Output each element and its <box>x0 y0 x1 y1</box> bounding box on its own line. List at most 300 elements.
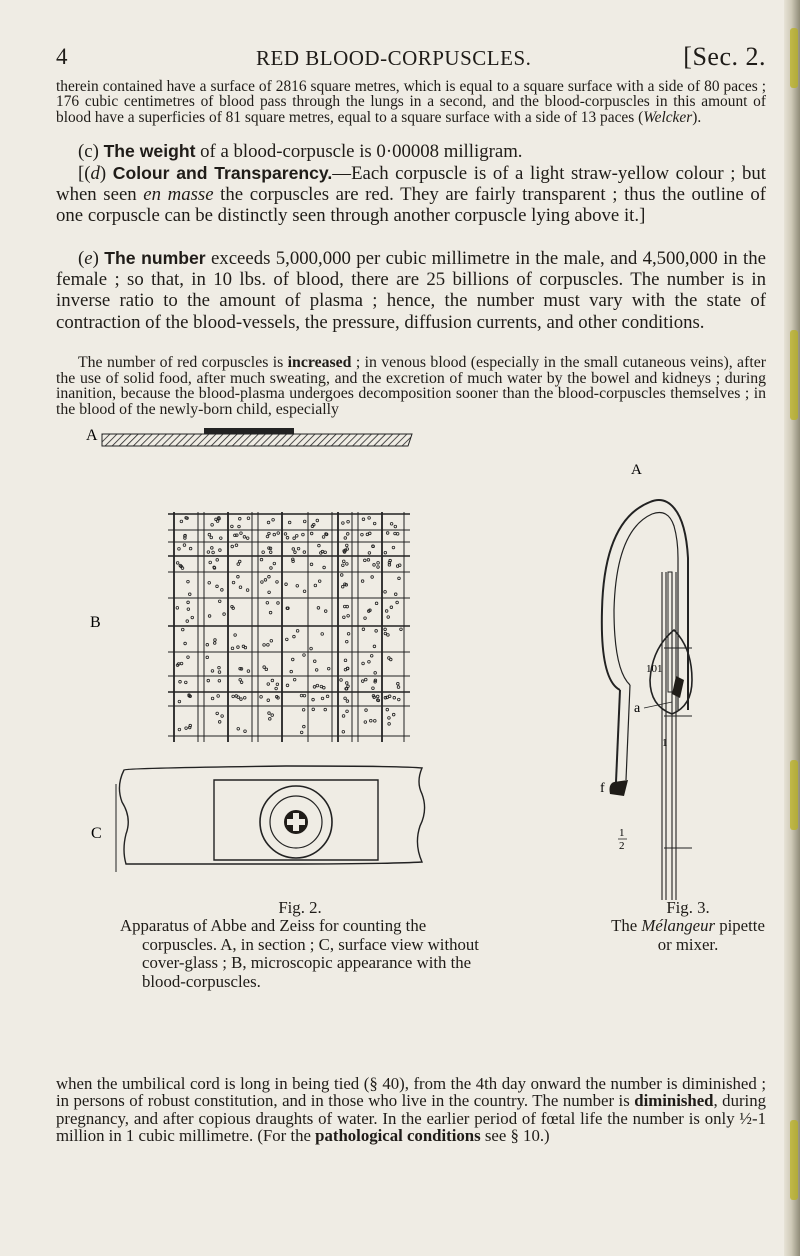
blood-corpuscle <box>219 549 222 552</box>
blood-corpuscle <box>208 582 211 585</box>
blood-corpuscle <box>361 533 364 536</box>
figure-3-half-den: 2 <box>619 840 625 852</box>
blood-corpuscle <box>231 525 234 528</box>
blood-corpuscle <box>372 545 375 548</box>
blood-corpuscle <box>346 700 349 703</box>
blood-corpuscle <box>181 567 184 570</box>
blood-corpuscle <box>347 614 350 617</box>
paragraph-conclusion <box>56 1075 766 1145</box>
pipette-bulb-bead <box>672 676 684 698</box>
blood-corpuscle <box>396 601 399 604</box>
blood-corpuscle <box>240 698 243 701</box>
figure-2-caption-text: Apparatus of Abbe and Zeiss for counting the corpuscles. A, in section ; C, surface view without cover-glass ; B, microscopic appearance with the blood-corpuscles. <box>120 916 479 991</box>
paragraph-text: the corpuscles are red. They are fairly transparent ; thus the outline of one corpuscle can be distinctly seen through another corpuscle lying above it.] <box>56 184 766 227</box>
blood-corpuscle <box>268 591 271 594</box>
paragraph-text: , during pregnancy, and after copious draughts of water. In the earlier period of fœtal life the number is only ½-1 million in 1 cubic millimetre. (For the <box>56 1091 766 1146</box>
blood-corpuscle <box>246 537 249 540</box>
blood-corpuscle <box>343 616 346 619</box>
figure-2-label-b: B <box>90 614 101 631</box>
blood-corpuscle <box>217 695 220 698</box>
blood-corpuscle <box>216 585 219 588</box>
blood-corpuscle <box>327 667 330 670</box>
paragraph-text: when the umbilical cord is long in being tied (§ 40), from the 4th day onward the number is diminished ; in persons of robust constitution, and in those who live in the country. The number is <box>56 1074 766 1111</box>
blood-corpuscle <box>178 548 181 551</box>
blood-corpuscle <box>396 565 399 568</box>
blood-corpuscle <box>247 517 250 520</box>
blood-corpuscle <box>322 536 325 539</box>
blood-corpuscle <box>237 727 240 730</box>
chapter-title: RED BLOOD-CORPUSCLES. <box>256 46 532 70</box>
item-mark: (c) <box>78 141 99 162</box>
blood-corpuscle <box>390 523 393 526</box>
blood-corpuscle <box>211 547 214 550</box>
emphasis: diminished <box>634 1091 714 1111</box>
blood-corpuscle <box>303 654 306 657</box>
blood-corpuscle <box>213 642 216 645</box>
blood-corpuscle <box>316 519 319 522</box>
blood-corpuscle <box>286 607 289 610</box>
bracket-close: ) <box>92 248 99 269</box>
blood-corpuscle <box>312 698 315 701</box>
blood-corpuscle <box>238 517 241 520</box>
blood-corpuscle <box>260 696 263 699</box>
blood-corpuscle <box>266 601 269 604</box>
blood-corpuscle <box>218 666 221 669</box>
paragraph-text: ). <box>692 108 702 126</box>
blood-corpuscle <box>318 544 321 547</box>
blood-corpuscle <box>394 593 397 596</box>
microscope-grid <box>168 512 410 742</box>
blood-corpuscle <box>184 534 187 537</box>
blood-corpuscle <box>364 617 367 620</box>
blood-corpuscle <box>184 642 187 645</box>
blood-corpuscle <box>243 536 246 539</box>
blood-corpuscle <box>263 666 266 669</box>
page-edge-stain <box>790 330 798 420</box>
blood-corpuscle <box>186 620 189 623</box>
blood-corpuscle <box>244 730 247 733</box>
blood-corpuscle <box>237 563 240 566</box>
blood-corpuscle <box>270 640 273 643</box>
blood-corpuscle <box>397 686 400 689</box>
blood-corpuscle <box>234 534 237 537</box>
blood-corpuscle <box>387 616 390 619</box>
blood-corpuscle <box>364 721 367 724</box>
blood-corpuscle <box>303 520 306 523</box>
blood-corpuscle <box>232 695 235 698</box>
counting-chamber-section <box>102 434 412 446</box>
blood-corpuscle <box>213 567 216 570</box>
blood-corpuscle <box>277 602 280 605</box>
blood-corpuscle <box>246 589 249 592</box>
blood-corpuscle <box>375 630 378 633</box>
paragraph-colour <box>56 163 766 227</box>
blood-corpuscle <box>286 638 289 641</box>
blood-corpuscle <box>347 633 350 636</box>
blood-corpuscle <box>181 628 184 631</box>
blood-corpuscle <box>373 522 376 525</box>
blood-corpuscle <box>323 566 326 569</box>
blood-corpuscle <box>394 532 397 535</box>
blood-corpuscle <box>324 610 327 613</box>
blood-corpuscle <box>300 694 303 697</box>
blood-corpuscle <box>317 607 320 610</box>
blood-corpuscle <box>292 548 295 551</box>
blood-corpuscle <box>206 643 209 646</box>
paragraph-text: of a blood-corpuscle is 0·00008 milligram. <box>195 141 523 162</box>
blood-corpuscle <box>392 713 395 716</box>
page-edge <box>784 0 800 1256</box>
figure-2-caption <box>120 899 480 991</box>
blood-corpuscle <box>235 544 238 547</box>
blood-corpuscle <box>238 525 241 528</box>
bracket-open: [( <box>78 163 91 184</box>
blood-corpuscle <box>223 613 226 616</box>
blood-corpuscle <box>386 532 389 535</box>
blood-corpuscle <box>346 548 349 551</box>
blood-corpuscle <box>388 657 391 660</box>
blood-corpuscle <box>206 656 209 659</box>
blood-corpuscle <box>271 679 274 682</box>
blood-corpuscle <box>368 517 371 520</box>
blood-corpuscle <box>247 670 250 673</box>
figure-2 <box>86 422 526 872</box>
blood-corpuscle <box>377 562 380 565</box>
blood-corpuscle <box>312 708 315 711</box>
blood-corpuscle <box>293 537 296 540</box>
bracket-open: ( <box>78 248 85 269</box>
slide-cross-mark <box>287 819 305 825</box>
blood-corpuscle <box>342 715 345 718</box>
blood-corpuscle <box>231 605 234 608</box>
blood-corpuscle <box>316 684 319 687</box>
blood-corpuscle <box>231 647 234 650</box>
blood-corpuscle <box>187 601 190 604</box>
blood-corpuscle <box>218 721 221 724</box>
blood-corpuscle <box>318 580 321 583</box>
blood-corpuscle <box>345 687 348 690</box>
blood-corpuscle <box>209 561 212 564</box>
blood-corpuscle <box>221 715 224 718</box>
blood-corpuscle <box>363 559 366 562</box>
figure-2-caption-title: Fig. 2. <box>278 898 322 917</box>
figure-3-caption <box>608 899 768 954</box>
blood-corpuscle <box>275 687 278 690</box>
blood-corpuscle <box>311 525 314 528</box>
blood-corpuscle <box>285 583 288 586</box>
blood-corpuscle <box>362 518 365 521</box>
blood-corpuscle <box>346 710 349 713</box>
blood-corpuscle <box>210 536 213 539</box>
blood-corpuscle <box>389 559 392 562</box>
blood-corpuscle <box>269 551 272 554</box>
blood-corpuscle <box>373 564 376 567</box>
blood-corpuscle <box>290 670 293 673</box>
blood-corpuscle <box>296 585 299 588</box>
blood-corpuscle <box>384 551 387 554</box>
blood-corpuscle <box>385 610 388 613</box>
blood-corpuscle <box>267 699 270 702</box>
blood-corpuscle <box>276 581 279 584</box>
blood-corpuscle <box>260 558 263 561</box>
blood-corpuscle <box>342 560 345 563</box>
paragraph-text: see § 10.) <box>480 1126 550 1146</box>
paragraph-text: The number of red corpuscles is <box>78 354 288 371</box>
blood-corpuscle <box>218 517 221 520</box>
blood-corpuscle <box>187 656 190 659</box>
blood-corpuscle <box>367 559 370 562</box>
blood-corpuscle <box>297 547 300 550</box>
blood-corpuscle <box>394 525 397 528</box>
paragraph-number <box>56 248 766 333</box>
figure-3-caption-text: The <box>611 916 642 936</box>
blood-corpuscle <box>214 639 217 642</box>
paragraph-text: —Each corpuscle is of a light straw-yellow colour ; but when seen <box>56 163 766 206</box>
blood-corpuscle <box>180 662 183 665</box>
blood-corpuscle <box>340 679 343 682</box>
pipette-tube-lower <box>616 690 620 782</box>
item-heading: The number <box>104 248 206 268</box>
blood-corpuscle <box>392 546 395 549</box>
blood-corpuscle <box>237 646 240 649</box>
blood-corpuscle <box>218 671 221 674</box>
pipette-mouthpiece <box>610 780 629 796</box>
figure-3-label-a: A <box>631 462 642 478</box>
blood-corpuscle <box>263 644 266 647</box>
blood-corpuscle <box>370 719 373 722</box>
blood-corpuscle <box>179 680 182 683</box>
item-letter: e <box>84 248 93 269</box>
paragraph-text: therein contained have a surface of 2816 square metres, which is equal to a square surface with a side of 80 paces ; 176 cubic centimetres of blood pass through the lungs in a second, and the blood-corpuscles in this amount of blood have a superficies of 81 square metres, equal to a square surface with a side of 13 paces ( <box>56 78 766 126</box>
blood-corpuscle <box>273 533 276 536</box>
blood-corpuscle <box>303 725 306 728</box>
blood-corpuscle <box>324 708 327 711</box>
blood-corpuscle <box>384 632 387 635</box>
figure-3-caption-title: Fig. 3. <box>666 898 710 917</box>
blood-corpuscle <box>374 672 377 675</box>
blood-corpuscle <box>346 605 349 608</box>
blood-corpuscle <box>178 728 181 731</box>
blood-corpuscle <box>362 662 365 665</box>
blood-corpuscle <box>239 586 242 589</box>
paragraph-continued <box>56 79 766 125</box>
foreign-phrase: en masse <box>143 184 214 206</box>
blood-corpuscle <box>273 562 276 565</box>
blood-corpuscle <box>300 731 303 734</box>
blood-corpuscle <box>292 558 295 561</box>
blood-corpuscle <box>276 683 279 686</box>
blood-corpuscle <box>270 567 273 570</box>
page-edge-stain <box>790 28 798 88</box>
blood-corpuscle <box>267 683 270 686</box>
blood-corpuscle <box>211 670 214 673</box>
blood-corpuscle <box>268 718 271 721</box>
pipette-stem <box>662 572 676 900</box>
blood-corpuscle <box>288 521 291 524</box>
blood-corpuscle <box>266 535 269 538</box>
blood-corpuscle <box>325 533 328 536</box>
blood-corpuscle <box>293 635 296 638</box>
blood-corpuscle <box>187 608 190 611</box>
blood-corpuscle <box>294 551 297 554</box>
blood-corpuscle <box>284 533 287 536</box>
blood-corpuscle <box>368 661 371 664</box>
blood-corpuscle <box>320 685 323 688</box>
blood-corpuscle <box>326 695 329 698</box>
blood-corpuscle <box>310 647 313 650</box>
blood-corpuscle <box>286 536 289 539</box>
blood-corpuscle <box>372 687 375 690</box>
blood-corpuscle <box>321 550 324 553</box>
blood-corpuscle <box>302 533 305 536</box>
blood-corpuscle <box>321 697 324 700</box>
blood-corpuscle <box>176 607 179 610</box>
blood-corpuscle <box>264 579 267 582</box>
blood-corpuscle <box>303 551 306 554</box>
blood-corpuscle <box>208 533 211 536</box>
blood-corpuscle <box>370 654 373 657</box>
blood-corpuscle <box>272 519 275 522</box>
blood-corpuscle <box>176 562 179 565</box>
figure-2-label-c: C <box>91 825 102 842</box>
blood-corpuscle <box>208 615 211 618</box>
section-marker: [Sec. 2. <box>683 42 766 71</box>
blood-corpuscle <box>207 551 210 554</box>
blood-corpuscle <box>347 520 350 523</box>
blood-corpuscle <box>384 591 387 594</box>
blood-corpuscle <box>237 696 240 699</box>
blood-corpuscle <box>315 669 318 672</box>
counting-chamber-cover <box>204 428 294 434</box>
blood-corpuscle <box>269 611 272 614</box>
blood-corpuscle <box>216 559 219 562</box>
paragraph-text: exceeds 5,000,000 per cubic millimetre in the male, and 4,500,000 in the female ; so that, in 10 lbs. of blood, there are 25 billions of corpuscles. The number is in inverse ratio to the amount of plasma ; hence, the number must vary with the state of contraction of the blood-vessels, the pressure, diffusion currents, and other conditions. <box>56 248 766 333</box>
blood-corpuscle <box>185 727 188 730</box>
blood-corpuscle <box>321 633 324 636</box>
blood-corpuscle <box>361 580 364 583</box>
blood-corpuscle <box>189 547 192 550</box>
blood-corpuscle <box>310 563 313 566</box>
blood-corpuscle <box>232 581 235 584</box>
blood-corpuscle <box>261 581 264 584</box>
figure-3-caption-text: pipette or mixer. <box>657 916 765 954</box>
blood-corpuscle <box>346 533 349 536</box>
item-heading: Colour and Transparency. <box>112 163 333 183</box>
blood-corpuscle <box>388 723 391 726</box>
blood-corpuscle <box>268 712 271 715</box>
blood-corpuscle <box>303 590 306 593</box>
blood-corpuscle <box>268 575 271 578</box>
blood-corpuscle <box>271 714 274 717</box>
blood-corpuscle <box>400 628 403 631</box>
blood-corpuscle <box>361 680 364 683</box>
blood-corpuscle <box>302 709 305 712</box>
blood-corpuscle <box>303 694 306 697</box>
blood-corpuscle <box>178 700 181 703</box>
blood-corpuscle <box>345 640 348 643</box>
blood-corpuscle <box>265 668 268 671</box>
blood-corpuscle <box>183 544 186 547</box>
pipette-tube-lower <box>626 685 630 780</box>
blood-corpuscle <box>396 533 399 536</box>
figure-3-half-num: 1 <box>619 827 625 839</box>
blood-corpuscle <box>342 564 345 567</box>
blood-corpuscle <box>346 667 349 670</box>
blood-corpuscle <box>211 524 214 527</box>
blood-corpuscle <box>293 678 296 681</box>
blood-corpuscle <box>243 697 246 700</box>
blood-corpuscle <box>386 708 389 711</box>
blood-corpuscle <box>189 724 192 727</box>
page-number: 4 <box>56 44 68 69</box>
blood-corpuscle <box>238 560 241 563</box>
blood-corpuscle <box>239 678 242 681</box>
blood-corpuscle <box>342 731 345 734</box>
blood-corpuscle <box>184 681 187 684</box>
blood-corpuscle <box>362 628 365 631</box>
blood-corpuscle <box>314 584 317 587</box>
blood-corpuscle <box>218 600 221 603</box>
blood-corpuscle <box>393 696 396 699</box>
blood-corpuscle <box>267 644 270 647</box>
emphasis: increased <box>287 354 352 371</box>
item-heading: The weight <box>103 141 196 161</box>
blood-corpuscle <box>310 532 313 535</box>
blood-corpuscle <box>397 698 400 701</box>
blood-corpuscle <box>313 686 316 689</box>
blood-corpuscle <box>342 522 345 525</box>
blood-corpuscle <box>262 551 265 554</box>
blood-corpuscle <box>388 564 391 567</box>
blood-corpuscle <box>187 580 190 583</box>
blood-corpuscle <box>215 518 218 521</box>
blood-corpuscle <box>344 537 347 540</box>
blood-corpuscle <box>345 544 348 547</box>
blood-corpuscle <box>364 678 367 681</box>
blood-corpuscle <box>221 589 224 592</box>
blood-corpuscle <box>375 602 378 605</box>
blood-corpuscle <box>371 576 374 579</box>
blood-corpuscle <box>346 563 349 566</box>
blood-corpuscle <box>345 682 348 685</box>
pointer-a <box>644 702 672 708</box>
page-edge-stain <box>790 1120 798 1200</box>
blood-corpuscle <box>296 630 299 633</box>
blood-corpuscle <box>340 574 343 577</box>
blood-corpuscle <box>374 720 377 723</box>
figure-3-label-101: 101 <box>646 663 663 675</box>
blood-corpuscle <box>341 585 344 588</box>
blood-corpuscle <box>376 695 379 698</box>
blood-corpuscle <box>277 532 280 535</box>
blood-corpuscle <box>191 616 194 619</box>
blood-corpuscle <box>397 682 400 685</box>
blood-corpuscle <box>324 551 327 554</box>
blood-corpuscle <box>295 535 298 538</box>
blood-corpuscle <box>313 660 316 663</box>
blood-corpuscle <box>368 552 371 555</box>
blood-corpuscle <box>365 709 368 712</box>
blood-corpuscle <box>286 684 289 687</box>
blood-corpuscle <box>237 575 240 578</box>
blood-corpuscle <box>234 634 237 637</box>
emphasis: pathological conditions <box>315 1126 481 1146</box>
blood-corpuscle <box>386 696 389 699</box>
figure-3-label-1: 1 <box>662 737 668 749</box>
blood-corpuscle <box>388 717 391 720</box>
blood-corpuscle <box>344 697 347 700</box>
blood-corpuscle <box>211 697 214 700</box>
